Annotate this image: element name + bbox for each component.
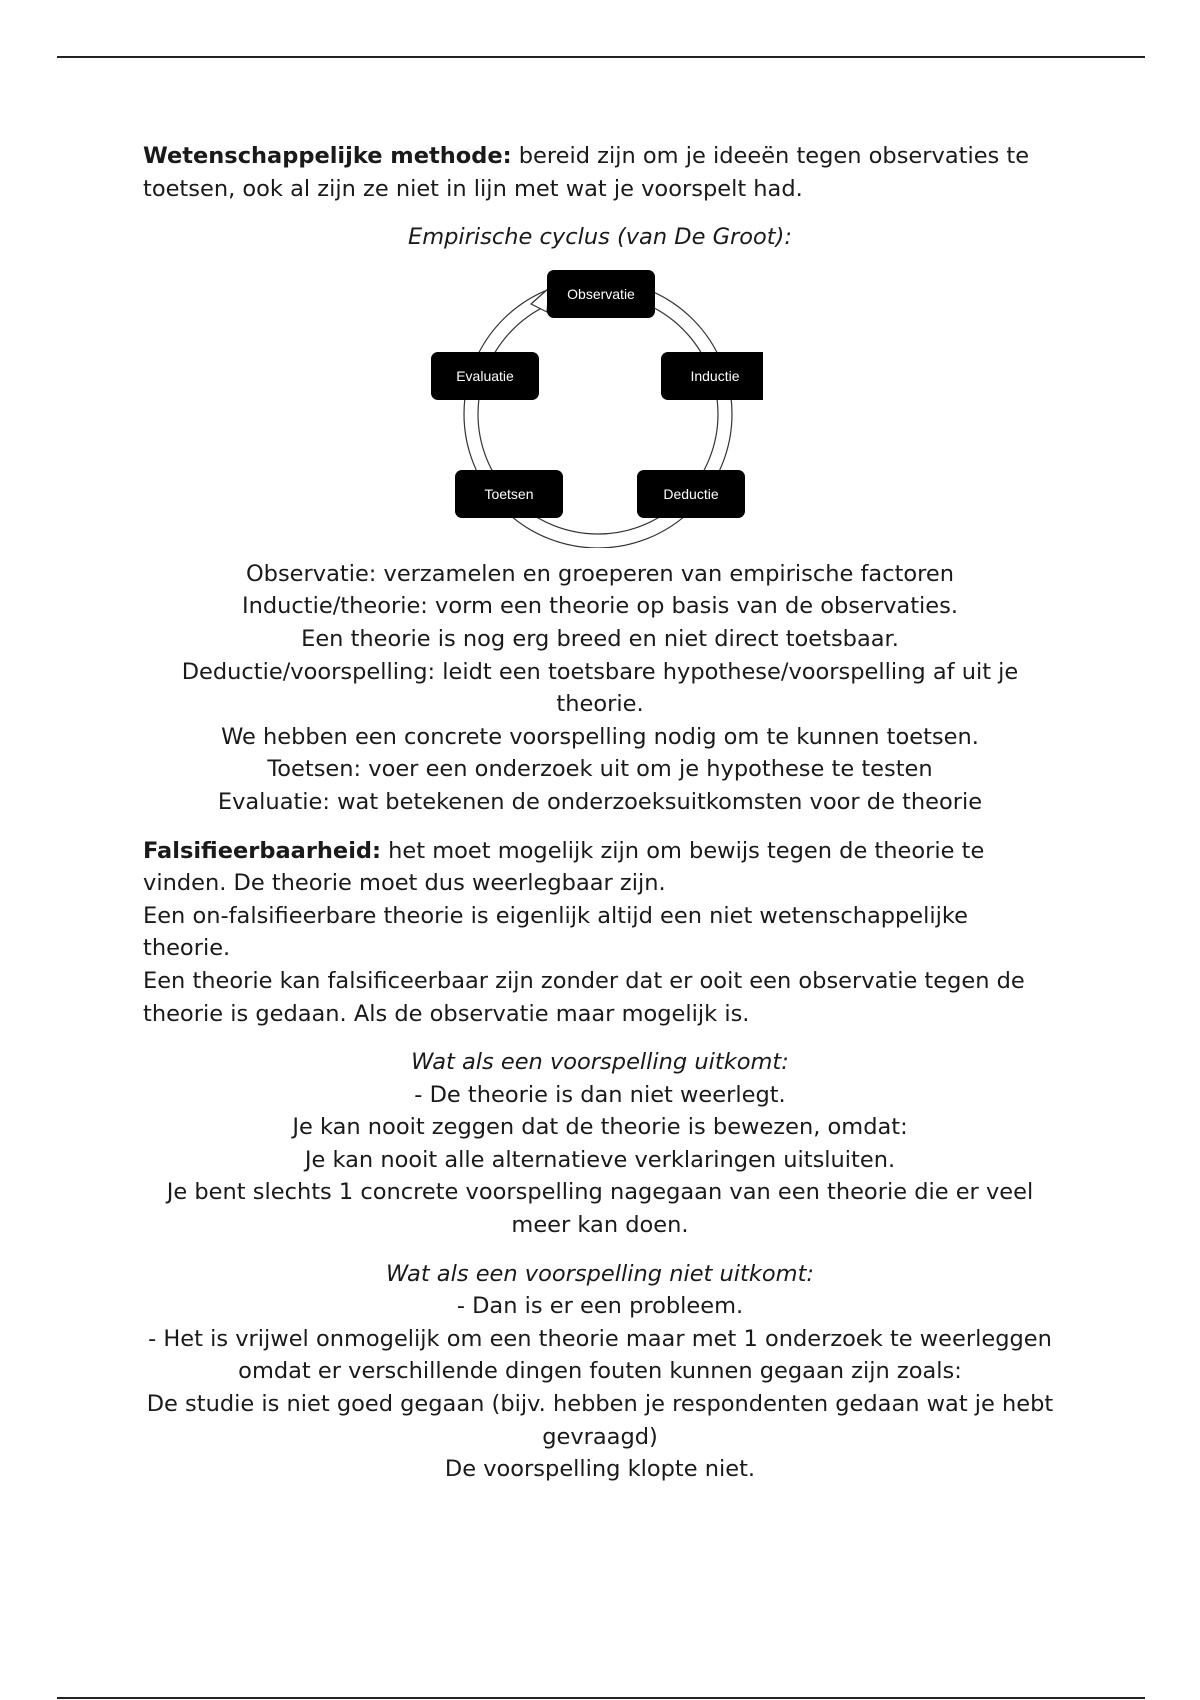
node-inductie-label: Inductie [690,367,740,384]
falsifiability-text: het moet mogelijk zijn om bewijs tegen de theorie te vinden. De theorie moet dus weerlegbaar zijn. [143,837,985,897]
falsifiability-line: Een theorie kan falsificeerbaar zijn zonder dat er ooit een observatie tegen de theorie is gedaan. Als de observatie maar mogelijk is. [143,967,1025,1027]
intro-paragraph [143,140,1057,205]
prediction-true-line: - De theorie is dan niet weerlegt. [414,1081,786,1108]
prediction-false-line: - Het is vrijwel onmogelijk om een theorie maar met 1 onderzoek te weerleggen omdat er verschillende dingen fouten kunnen gegaan zijn zoals: [148,1325,1052,1385]
explanation-line: Observatie: verzamelen en groeperen van empirische factoren [245,560,955,587]
prediction-false-section [143,1258,1057,1486]
node-deductie-label: Deductie [663,485,719,502]
falsifiability-section [143,835,1057,1031]
cycle-explanation [143,558,1057,819]
node-evaluatie-label: Evaluatie [456,367,514,384]
cycle-caption: Empirische cyclus (van De Groot): [408,224,792,251]
prediction-true-heading: Wat als een voorspelling uitkomt: [411,1049,789,1076]
prediction-true-section [143,1046,1057,1242]
falsifiability-definition [143,835,1057,900]
prediction-true-line: Je kan nooit alle alternatieve verklaringen uitsluiten. [304,1146,896,1173]
cycle-svg [423,268,763,548]
falsifiability-line: Een on-falsifieerbare theorie is eigenlijk altijd een niet wetenschappelijke theorie. [143,902,968,962]
empirical-cycle-diagram [143,268,1057,558]
intro-text: bereid zijn om je ideeën tegen observaties te toetsen, ook al zijn ze niet in lijn met wat je voorspelt had. [143,143,1030,202]
explanation-line: Inductie/theorie: vorm een theorie op basis van de observaties. [241,593,959,620]
cycle-arrowhead [531,288,549,312]
node-deductie [637,470,745,518]
prediction-true-line: Je bent slechts 1 concrete voorspelling nagegaan van een theorie die er veel meer kan doen. [166,1179,1034,1239]
top-rule [57,56,1145,58]
node-observatie [547,270,655,318]
explanation-line: Evaluatie: wat betekenen de onderzoeksuitkomsten voor de theorie [217,788,983,815]
explanation-line: We hebben een concrete voorspelling nodig om te kunnen toetsen. [221,723,979,750]
prediction-false-line: De voorspelling klopte niet. [444,1456,756,1483]
document-body [143,140,1057,1502]
prediction-false-line: De studie is niet goed gegaan (bijv. hebben je respondenten gedaan wat je hebt gevraagd) [146,1391,1054,1450]
explanation-line: Toetsen: voer een onderzoek uit om je hypothese te testen [267,756,933,783]
explanation-line: Deductie/voorspelling: leidt een toetsbare hypothese/voorspelling af uit je theorie. [181,658,1019,718]
node-observatie-label: Observatie [567,285,635,302]
node-toetsen-label: Toetsen [484,485,534,502]
bottom-rule [57,1697,1145,1699]
explanation-line: Een theorie is nog erg breed en niet direct toetsbaar. [301,625,899,652]
prediction-false-line: - Dan is er een probleem. [456,1293,744,1320]
node-evaluatie [431,352,539,400]
intro-term: Wetenschappelijke methode: [143,143,512,169]
node-toetsen [455,470,563,518]
node-inductie [661,352,763,400]
prediction-false-heading: Wat als een voorspelling niet uitkomt: [386,1260,814,1287]
falsifiability-term: Falsifieerbaarheid: [143,837,382,864]
prediction-true-line: Je kan nooit zeggen dat de theorie is bewezen, omdat: [292,1114,908,1141]
